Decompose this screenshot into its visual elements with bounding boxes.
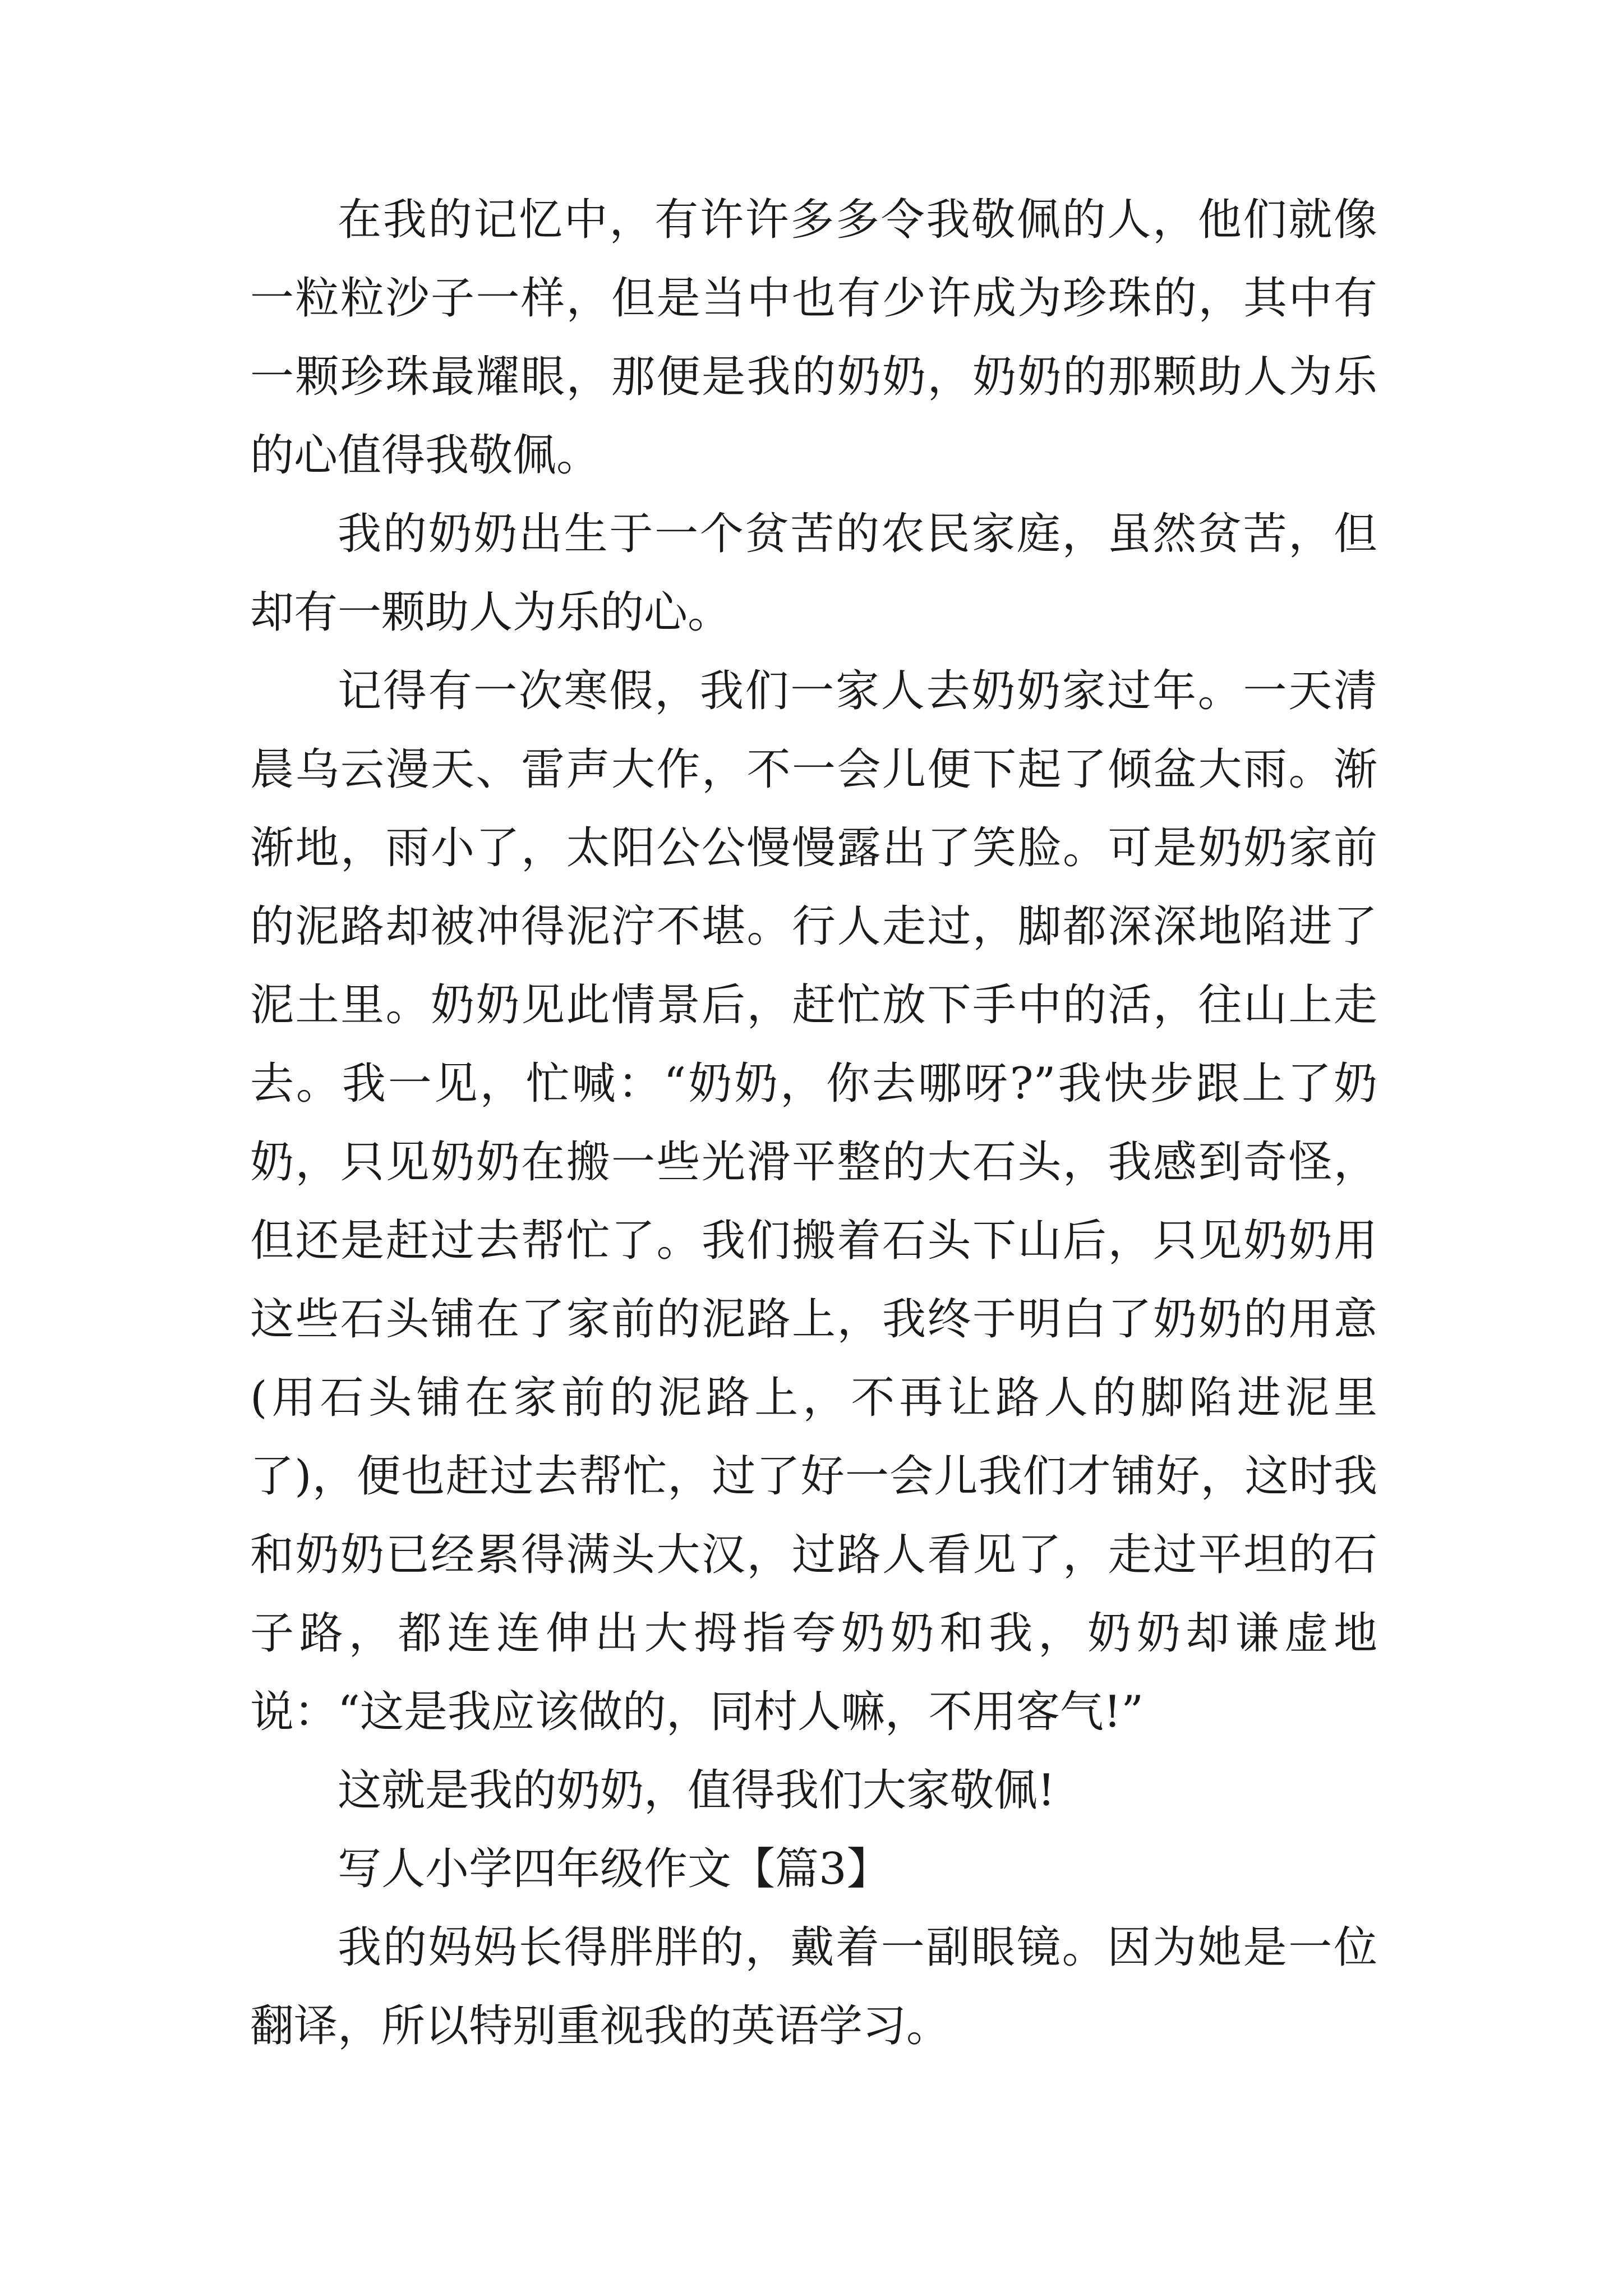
paragraph-1: 在我的记忆中，有许许多多令我敬佩的人，他们就像一粒粒沙子一样，但是当中也有少许成为珍珠的，其中有一颗珍珠最耀眼，那便是我的奶奶，奶奶的那颗助人为乐的心值得我敬佩。	[250, 195, 1377, 481]
paragraph-5: 我的妈妈长得胖胖的，戴着一副眼镜。因为她是一位翻译，所以特别重视我的英语学习。	[250, 1922, 1377, 2051]
paragraph-2: 我的奶奶出生于一个贫苦的农民家庭，虽然贫苦，但却有一颗助人为乐的心。	[250, 509, 1377, 638]
document-body	[250, 181, 1377, 2065]
paragraph-3: 记得有一次寒假，我们一家人去奶奶家过年。一天清晨乌云漫天、雷声大作，不一会儿便下起了倾盆大雨。渐渐地，雨小了，太阳公公慢慢露出了笑脸。可是奶奶家前的泥路却被冲得泥泞不堪。行人走过，脚都深深地陷进了泥土里。奶奶见此情景后，赶忙放下手中的活，往山上走去。我一见，忙喊：“奶奶，你去哪呀?”我快步跟上了奶奶，只见奶奶在搬一些光滑平整的大石头，我感到奇怪，但还是赶过去帮忙了。我们搬着石头下山后，只见奶奶用这些石头铺在了家前的泥路上，我终于明白了奶奶的用意(用石头铺在家前的泥路上，不再让路人的脚陷进泥里了)，便也赶过去帮忙，过了好一会儿我们才铺好，这时我和奶奶已经累得满头大汉，过路人看见了，走过平坦的石子路，都连连伸出大拇指夸奶奶和我，奶奶却谦虚地说：“这是我应该做的，同村人嘛，不用客气!”	[250, 666, 1377, 1737]
section-heading: 写人小学四年级作文【篇3】	[338, 1844, 891, 1894]
paragraph-4: 这就是我的奶奶，值得我们大家敬佩!	[338, 1765, 1055, 1816]
